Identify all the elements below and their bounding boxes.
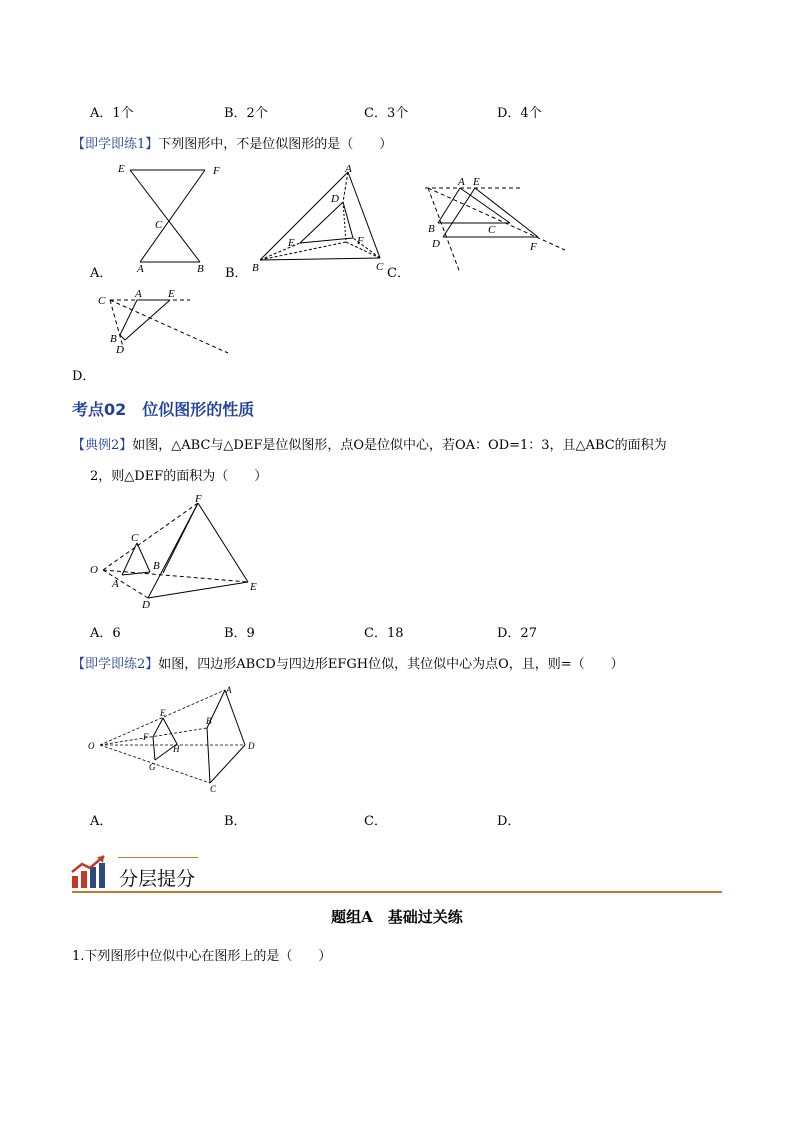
fig-c-label-a: A xyxy=(458,176,465,188)
ex2-label-a: A xyxy=(112,578,119,590)
bar-chart-icon xyxy=(70,854,110,890)
fig-b-label-a: A xyxy=(345,163,352,175)
ex2-label-e: E xyxy=(250,581,257,593)
fig-a-label-f: F xyxy=(213,165,220,177)
fig-b-label-d: D xyxy=(331,193,339,205)
fig-b-label-c: C xyxy=(376,261,384,273)
fig-a-label-b: B xyxy=(197,263,204,275)
banner-top-rule xyxy=(118,857,198,858)
fig-b-label-e: E xyxy=(288,237,295,249)
fig-a-label-c: C xyxy=(155,219,163,231)
example2-option-d: D．27 xyxy=(497,626,537,641)
ex2-label-b: B xyxy=(153,560,160,572)
practice1-figure-a xyxy=(110,160,230,280)
ex2-label-o: O xyxy=(90,564,98,576)
practice2-text: 如图，四边形ABCD与四边形EFGH位似，其位似中心为点O，且，则=（ ） xyxy=(158,657,624,672)
banner-rule xyxy=(72,891,722,893)
prev-option-b: B．2个 xyxy=(224,106,268,121)
fig-b-label-f: F xyxy=(357,235,364,247)
p2-label-h: H xyxy=(173,744,180,754)
p2-label-o: O xyxy=(88,741,95,751)
practice2-figure xyxy=(85,680,270,795)
practice2-option-a: A． xyxy=(90,814,113,829)
practice1-figure-d xyxy=(95,285,235,360)
fig-a-label-a: A xyxy=(137,263,144,275)
p2-label-e: E xyxy=(160,708,166,718)
fig-d-label-e: E xyxy=(168,288,175,300)
p2-label-d: D xyxy=(248,741,255,751)
p2-label-a: A xyxy=(226,685,232,695)
p2-label-f: F xyxy=(143,732,149,742)
example2-question xyxy=(72,434,667,453)
practice2-option-d: D． xyxy=(497,814,521,829)
q1-text: 1.下列图形中位似中心在图形上的是（ ） xyxy=(72,949,332,964)
fig-d-label-c: C xyxy=(98,295,106,307)
practice1-option-d: D． xyxy=(72,369,96,384)
practice1-option-a: A． xyxy=(90,266,113,281)
fig-d-label-a: A xyxy=(135,288,142,300)
p2-label-g: G xyxy=(149,762,156,772)
prev-option-d: D．4个 xyxy=(497,106,542,121)
fig-c-label-c: C xyxy=(488,224,496,236)
example2-option-b: B．9 xyxy=(224,626,255,641)
practice1-question xyxy=(72,133,392,152)
p2-label-c: C xyxy=(210,784,217,794)
example2-tag: 【典例2】 xyxy=(72,438,133,453)
practice2-option-c: C． xyxy=(364,814,387,829)
fig-a-label-e: E xyxy=(118,163,125,175)
ex2-label-c: C xyxy=(131,532,139,544)
banner-title: 分层提分 xyxy=(119,868,196,890)
example2-option-a: A．6 xyxy=(90,626,121,641)
practice1-tag: 【即学即练1】 xyxy=(72,137,159,152)
p2-label-b: B xyxy=(206,716,212,726)
example2-line1: 如图，△ABC与△DEF是位似图形，点O是位似中心，若OA：OD=1：3，且△ABC的面积为 xyxy=(132,438,667,453)
practice2-tag: 【即学即练2】 xyxy=(72,657,159,672)
practice1-option-b: B． xyxy=(225,266,248,281)
practice2-question xyxy=(72,653,624,672)
fig-b-label-b: B xyxy=(252,262,259,274)
group-a-title: 题组A 基础过关练 xyxy=(331,908,463,926)
ex2-label-d: D xyxy=(142,599,150,611)
practice1-figure-b xyxy=(245,160,395,275)
fig-c-label-d: D xyxy=(432,238,440,250)
practice1-figure-c xyxy=(420,170,570,280)
practice1-text: 下列图形中，不是位似图形的是（ ） xyxy=(158,137,393,152)
example2-line2: 2，则△DEF的面积为（ ） xyxy=(90,469,268,484)
fig-d-label-b: B xyxy=(110,333,117,345)
prev-option-c: C．3个 xyxy=(364,106,409,121)
fig-c-label-b: B xyxy=(428,223,435,235)
ex2-label-f: F xyxy=(195,493,202,505)
practice1-option-c: C． xyxy=(387,266,410,281)
section-heading: 考点02 位似图形的性质 xyxy=(72,400,255,419)
example2-figure xyxy=(85,490,275,615)
fig-c-label-e: E xyxy=(473,176,480,188)
practice2-option-b: B． xyxy=(224,814,247,829)
example2-option-c: C．18 xyxy=(364,626,404,641)
prev-option-a: A．1个 xyxy=(90,106,134,121)
fig-c-label-f: F xyxy=(530,241,537,253)
fig-d-label-d: D xyxy=(116,344,124,356)
